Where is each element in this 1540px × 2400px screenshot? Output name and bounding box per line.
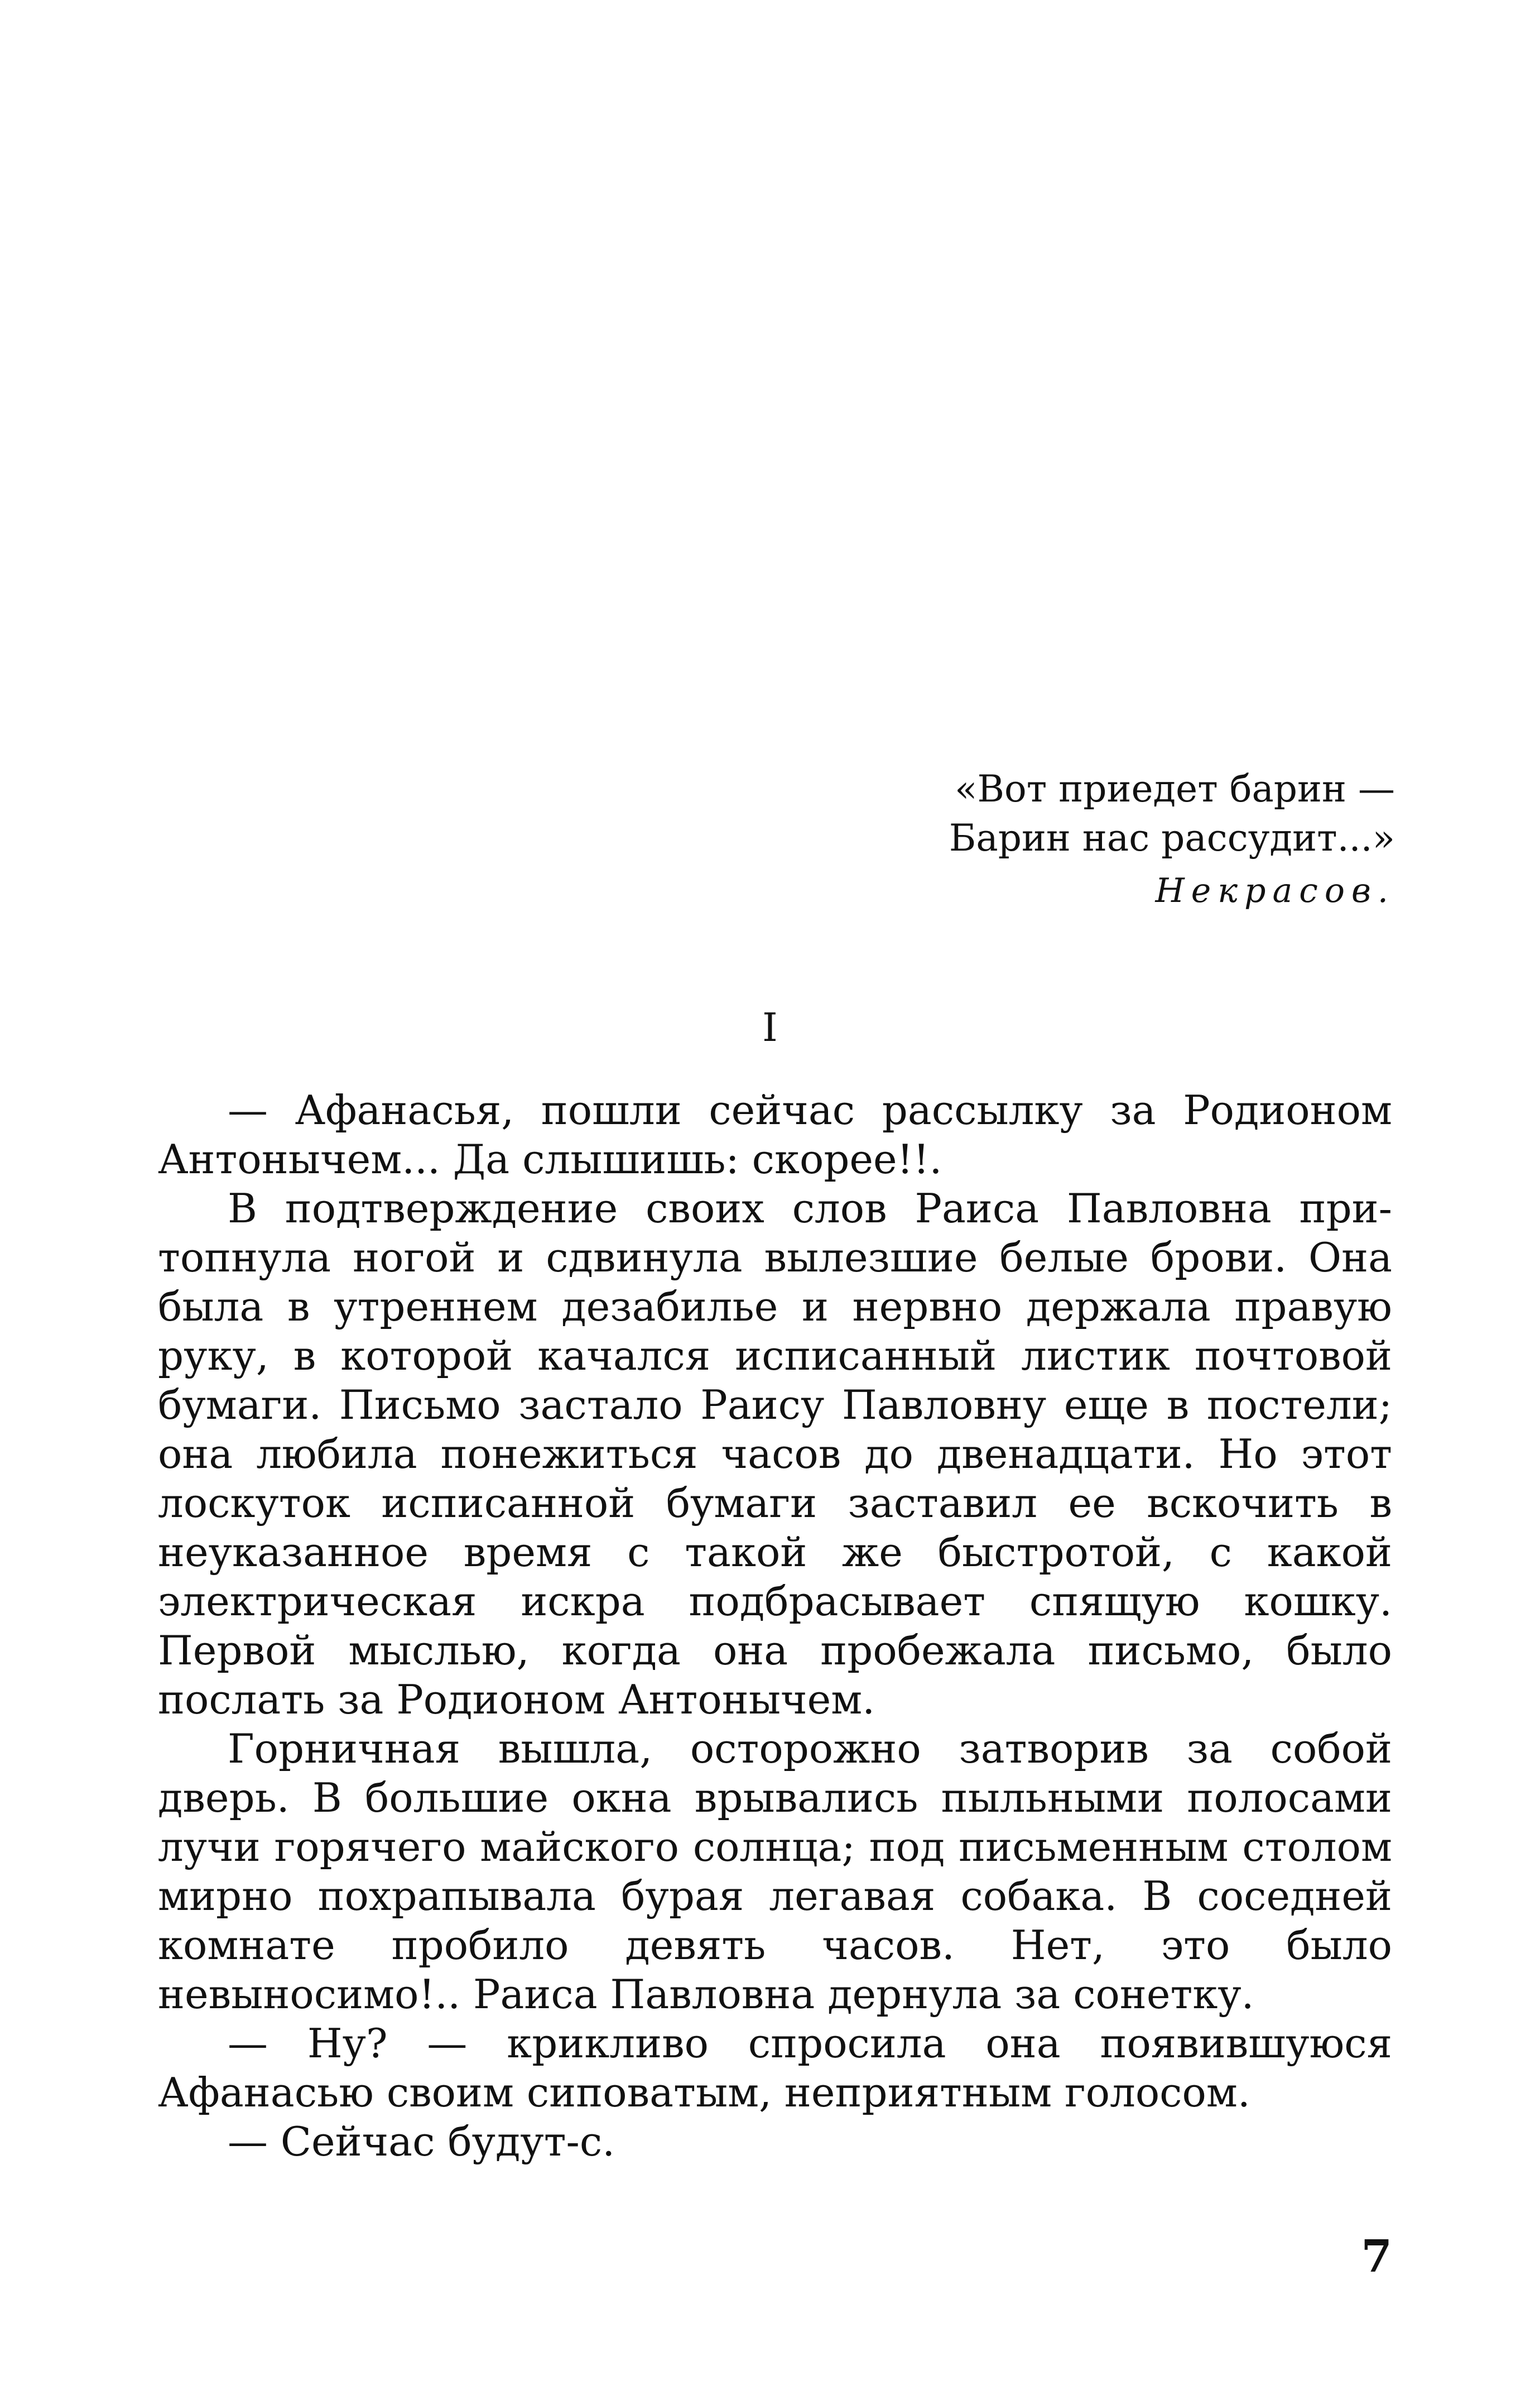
paragraph-2: В подтверждение своих слов Раиса Павловна притопнула ногой и сдвинула вылезшие белые брови. Она была в утреннем дезабилье и нервно держала правую руку, в которой качался исписанный листик почтовой бумаги. Письмо застало Раису Павловну еще в постели; она любила понежиться часов до двенадцати. Но этот лоскуток исписанной бумаги заставил ее вскочить в неуказанное время с такой же быстротой, с какой электрическая искра подбрасывает спящую кошку. Первой мыслью, когда она пробежала письмо, было послать за Родионом Антонычем.	[158, 1185, 1392, 1723]
paragraph-1: — Афанасья, пошли сейчас рассылку за Родионом Антонычем... Да слышишь: скорее!!.	[158, 1087, 1392, 1183]
paragraph-3: Горничная вышла, осторожно затворив за собой дверь. В большие окна врывались пыльными полосами лучи горячего майского солнца; под письменным столом мирно похрапывала бурая легавая собака. В соседней комнате пробило девять часов. Нет, это было невыносимо!.. Раиса Павловна дернула за сонетку.	[158, 1725, 1392, 2018]
paragraph-5: — Сейчас будут-с.	[228, 2118, 615, 2165]
epigraph-line-2: Барин нас рассудит...»	[949, 817, 1395, 860]
paragraph-4: — Ну? — крикливо спросила она появившуюся Афанасью своим сиповатым, неприятным голосом.	[158, 2020, 1392, 2116]
epigraph-author: Некрасов.	[1155, 871, 1395, 910]
page-number: 7	[1361, 2230, 1392, 2282]
chapter-number: I	[762, 1005, 778, 1050]
epigraph-line-1: «Вот приедет барин —	[955, 767, 1395, 810]
body-text	[158, 1086, 1392, 2166]
epigraph	[893, 765, 1395, 915]
